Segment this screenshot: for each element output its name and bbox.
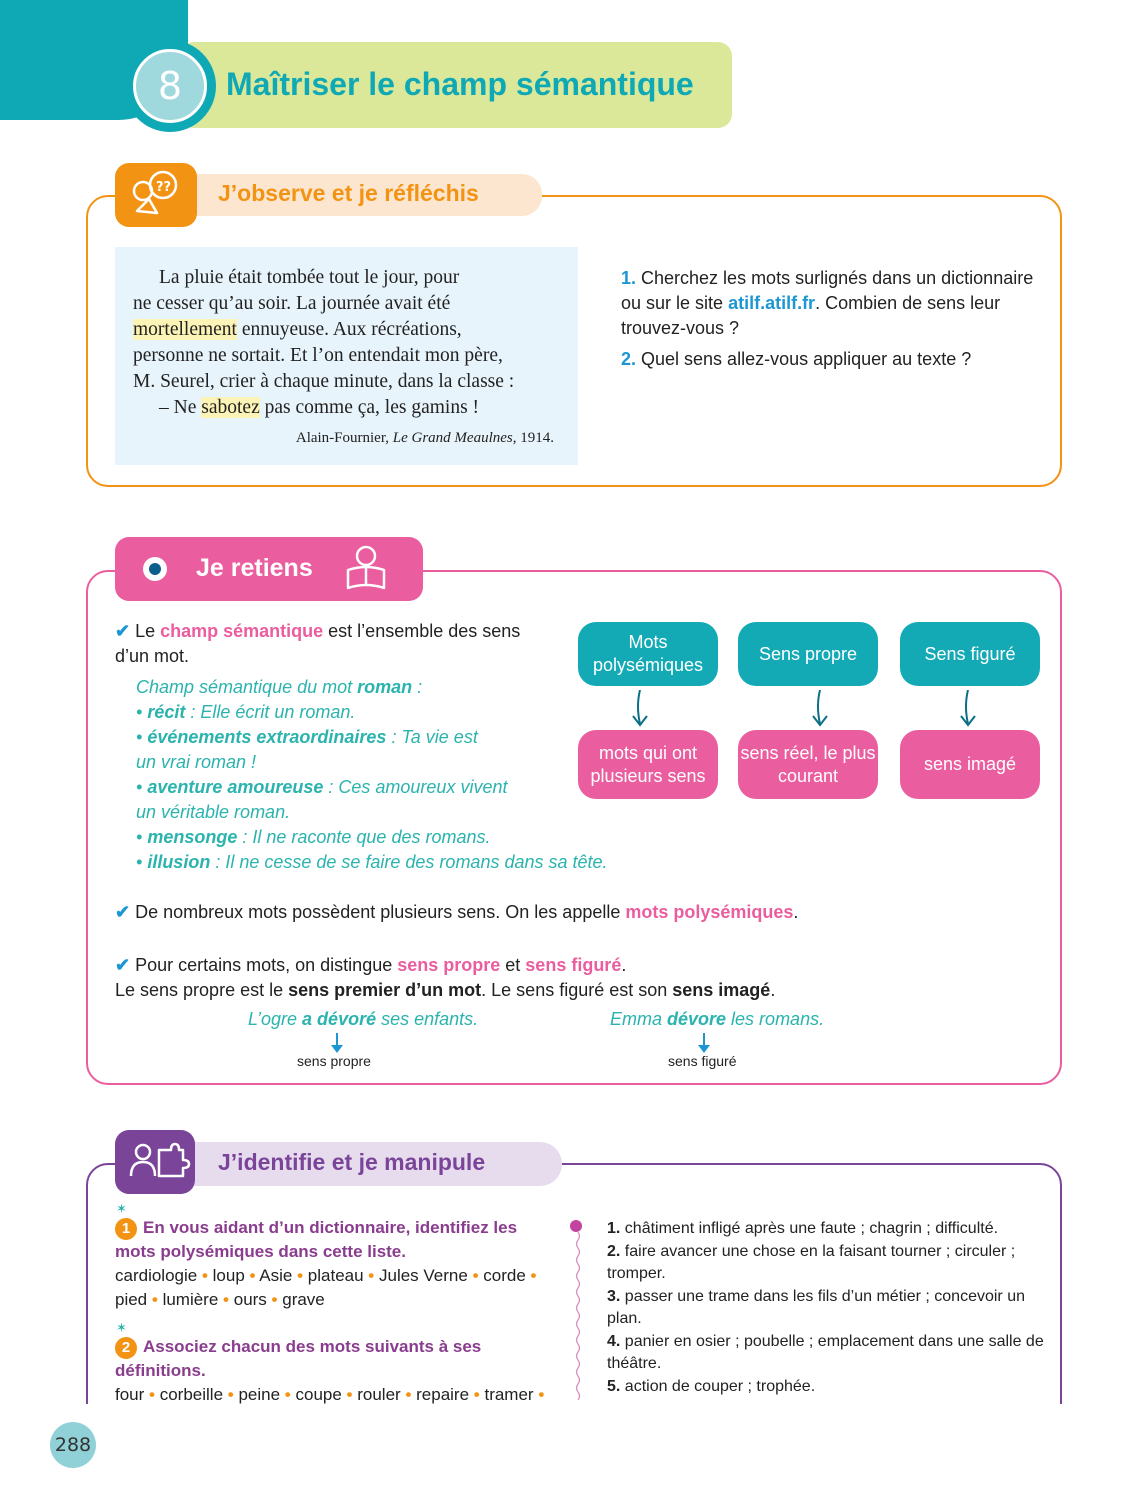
word: tramer	[484, 1385, 534, 1404]
roman-examples	[136, 675, 616, 875]
word: corde	[483, 1266, 526, 1285]
retiens-label: Je retiens	[196, 554, 313, 582]
roman-term: illusion	[147, 852, 211, 872]
check-icon: ✔	[115, 955, 131, 975]
definition-item	[607, 1331, 1047, 1376]
roman-example: : Il ne cesse de se faire des romans dans sa tête.	[210, 852, 608, 872]
down-arrow-icon	[956, 690, 980, 728]
exercise-2-words: four • corbeille • peine • coupe • rouler • repaire • tramer •	[115, 1383, 555, 1431]
word: cardiologie	[115, 1266, 198, 1285]
instruction-text: Associez chacun des mots suivants à ses définitions.	[115, 1337, 482, 1380]
rule-text: Pour certains mots, on distingue	[130, 955, 398, 975]
rule-term: champ sémantique	[160, 621, 324, 641]
atilf-link[interactable]: atilf.atilf.fr	[728, 293, 816, 313]
word: four	[115, 1385, 145, 1404]
source-title: Le Grand Meaulnes	[392, 430, 513, 446]
roman-word: roman	[357, 677, 413, 697]
quote-line	[133, 395, 560, 421]
down-arrow-icon	[628, 690, 652, 728]
diagram-node-sens-figure: Sens figuré	[900, 622, 1040, 686]
rule-line	[115, 953, 1015, 978]
rule-bold: sens imagé	[672, 980, 771, 1000]
definitions-list	[607, 1218, 1047, 1398]
definition-item	[607, 1286, 1047, 1331]
word: Asie	[259, 1266, 293, 1285]
source-year: , 1914.	[512, 430, 554, 446]
quote-text: ennuyeuse. Aux récréations,	[236, 319, 462, 340]
manipule-label: J’identifie et je manipule	[218, 1149, 486, 1175]
roman-example: : Ces amoureux vivent un véritable roman.	[136, 777, 508, 822]
quote-line: personne ne sortait. Et l’on entendait mon père,	[133, 345, 503, 366]
word: grave	[282, 1290, 325, 1309]
definition-text: châtiment infligé après une faute ; chagrin ; difficulté.	[620, 1220, 999, 1237]
roman-item: • événements extraordinaires : Ta vie est un vrai roman !	[136, 727, 478, 772]
question-text: . Combien de sens leur trouvez-vous ?	[621, 293, 1001, 338]
exercise-1	[115, 1216, 555, 1312]
word: peine	[238, 1385, 281, 1404]
word: coupe	[295, 1385, 342, 1404]
definition-number: 5.	[607, 1377, 621, 1395]
quote-line: La pluie était tombée tout le jour, pour	[159, 267, 460, 288]
question-1	[621, 266, 1041, 341]
exercise-1-words: cardiologie • loup • Asie • plateau • Jules Verne • corde • pied • lumière • ours • grave	[115, 1266, 537, 1309]
caption-sens-propre: sens propre	[297, 1053, 371, 1069]
exercise-number: 2	[115, 1337, 137, 1359]
rule-term: sens propre	[397, 955, 501, 975]
word: plateau	[307, 1266, 364, 1285]
check-icon: ✔	[115, 621, 131, 641]
star-icon: ✶	[116, 1201, 127, 1216]
definition-text: action de couper ; trophée.	[620, 1377, 816, 1395]
roman-term: mensonge	[147, 827, 238, 847]
rule-term: sens figuré	[525, 955, 622, 975]
rule-line	[115, 978, 1015, 1003]
definition-number: 1.	[607, 1220, 621, 1237]
diagram-node-mots-polysemiques: Mots polysémiques	[578, 622, 718, 686]
speech-bubbles-icon	[115, 163, 197, 227]
example-text: L’ogre	[248, 1009, 303, 1029]
roman-intro-text: Champ sémantique du mot	[136, 677, 358, 697]
quote-text: – Ne	[159, 397, 202, 418]
example-sens-propre	[248, 1009, 478, 1030]
rule-text: .	[793, 902, 799, 922]
rule-text: .	[621, 955, 627, 975]
definition-number: 2.	[607, 1242, 621, 1260]
svg-text:??: ??	[156, 180, 172, 195]
example-text: ses enfants.	[376, 1009, 479, 1029]
page-number: 288	[50, 1422, 96, 1468]
rule-mots-polysemiques	[115, 900, 1015, 925]
question-2	[621, 347, 1041, 372]
page-title: Maîtriser le champ sémantique	[226, 66, 694, 102]
definition-text: panier en osier ; poubelle ; emplacement dans une salle de théâtre.	[607, 1332, 1044, 1372]
definition-item	[607, 1218, 1047, 1241]
source-author: Alain-Fournier,	[295, 430, 393, 446]
highlighted-word: sabotez	[201, 397, 260, 418]
roman-example: : Elle écrit un roman.	[185, 702, 356, 722]
bullet-dot-icon	[143, 557, 167, 581]
roman-term: récit	[147, 702, 186, 722]
word: rouler	[357, 1385, 401, 1404]
roman-item: • récit : Elle écrit un roman.	[136, 702, 356, 722]
definition-item	[607, 1241, 1047, 1286]
diagram-node-sens-image: sens imagé	[900, 730, 1040, 799]
observe-label: J’observe et je réfléchis	[218, 180, 479, 206]
word: corbeille	[159, 1385, 224, 1404]
question-text: Quel sens allez-vous appliquer au texte ?	[636, 349, 972, 369]
roman-intro	[136, 675, 616, 700]
rule-sens-propre-figure	[115, 953, 1015, 1003]
roman-term: aventure amoureuse	[147, 777, 324, 797]
page-bottom	[0, 1404, 1125, 1500]
rule-text: Le sens propre est le	[115, 980, 289, 1000]
observe-questions	[621, 266, 1041, 378]
question-number: 2.	[621, 349, 637, 369]
quote-line: ne cesser qu’au soir. La journée avait été	[133, 293, 451, 314]
rule-text: est l’ensemble des sens d’un mot.	[115, 621, 521, 666]
definition-text: passer une trame dans les fils d’un métier ; concevoir un plan.	[607, 1287, 1025, 1327]
down-arrow-icon	[703, 1033, 705, 1047]
diagram-node-sens-reel: sens réel, le plus courant	[738, 730, 878, 799]
rule-text: .	[770, 980, 776, 1000]
example-text: Emma	[610, 1009, 668, 1029]
roman-item: • illusion : Il ne cesse de se faire des romans dans sa tête.	[136, 852, 608, 872]
rule-champ-semantique	[115, 619, 535, 669]
rule-text: Le	[130, 621, 161, 641]
literary-quote	[115, 247, 578, 465]
quote-text: pas comme ça, les gamins !	[259, 397, 480, 418]
chapter-number: 8	[133, 49, 207, 123]
word: ours	[233, 1290, 267, 1309]
question-number: 1.	[621, 268, 637, 288]
exercise-1-instruction	[115, 1216, 555, 1264]
roman-item: • mensonge : Il ne raconte que des romans.	[136, 827, 491, 847]
exercise-2-instruction	[115, 1335, 555, 1383]
example-text: les romans.	[726, 1009, 825, 1029]
rule-text: et	[500, 955, 526, 975]
definition-number: 4.	[607, 1332, 621, 1350]
quote-line: M. Seurel, crier à chaque minute, dans la classe :	[133, 371, 515, 392]
exercise-number: 1	[115, 1218, 137, 1240]
caption-sens-figure: sens figuré	[668, 1053, 737, 1069]
diagram-node-plusieurs-sens: mots qui ont plusieurs sens	[578, 730, 718, 799]
word: Jules Verne	[378, 1266, 468, 1285]
down-arrow-icon	[808, 690, 832, 728]
example-sens-figure	[610, 1009, 824, 1030]
word: lumière	[162, 1290, 219, 1309]
roman-example: : Il ne raconte que des romans.	[237, 827, 491, 847]
roman-example: : Ta vie est un vrai roman !	[136, 727, 478, 772]
puzzle-people-icon	[115, 1130, 195, 1194]
roman-intro-text: :	[412, 677, 423, 697]
word: repaire	[416, 1385, 470, 1404]
question-text: Cherchez les mots surlignés dans un dictionnaire ou sur le site	[621, 268, 1034, 313]
highlighted-word: mortellement	[133, 319, 237, 340]
quote-source	[296, 425, 554, 451]
check-icon: ✔	[115, 902, 131, 922]
word: pied	[115, 1290, 148, 1309]
word: loup	[212, 1266, 245, 1285]
roman-term: événements extraordinaires	[147, 727, 387, 747]
definition-item	[607, 1376, 1047, 1399]
diagram-node-sens-propre: Sens propre	[738, 622, 878, 686]
quote-line	[133, 317, 560, 343]
rule-bold: sens premier d’un mot	[288, 980, 482, 1000]
rule-term: mots polysémiques	[625, 902, 794, 922]
rule-text: De nombreux mots possèdent plusieurs sens. On les appelle	[130, 902, 626, 922]
down-arrow-icon	[336, 1033, 338, 1047]
definition-text: faire avancer une chose en la faisant tourner ; circuler ; tromper.	[607, 1242, 1016, 1282]
rule-text: . Le sens figuré est son	[481, 980, 673, 1000]
example-verb: dévore	[667, 1009, 727, 1029]
definition-number: 3.	[607, 1287, 621, 1305]
wavy-separator	[575, 1232, 581, 1402]
reader-icon	[342, 544, 390, 596]
instruction-text: En vous aidant d’un dictionnaire, identifiez les mots polysémiques dans cette liste.	[115, 1218, 518, 1261]
star-icon: ✶	[116, 1320, 127, 1335]
roman-item: • aventure amoureuse : Ces amoureux vivent un véritable roman.	[136, 777, 508, 822]
separator-dot	[570, 1220, 582, 1232]
example-verb: a dévoré	[302, 1009, 377, 1029]
